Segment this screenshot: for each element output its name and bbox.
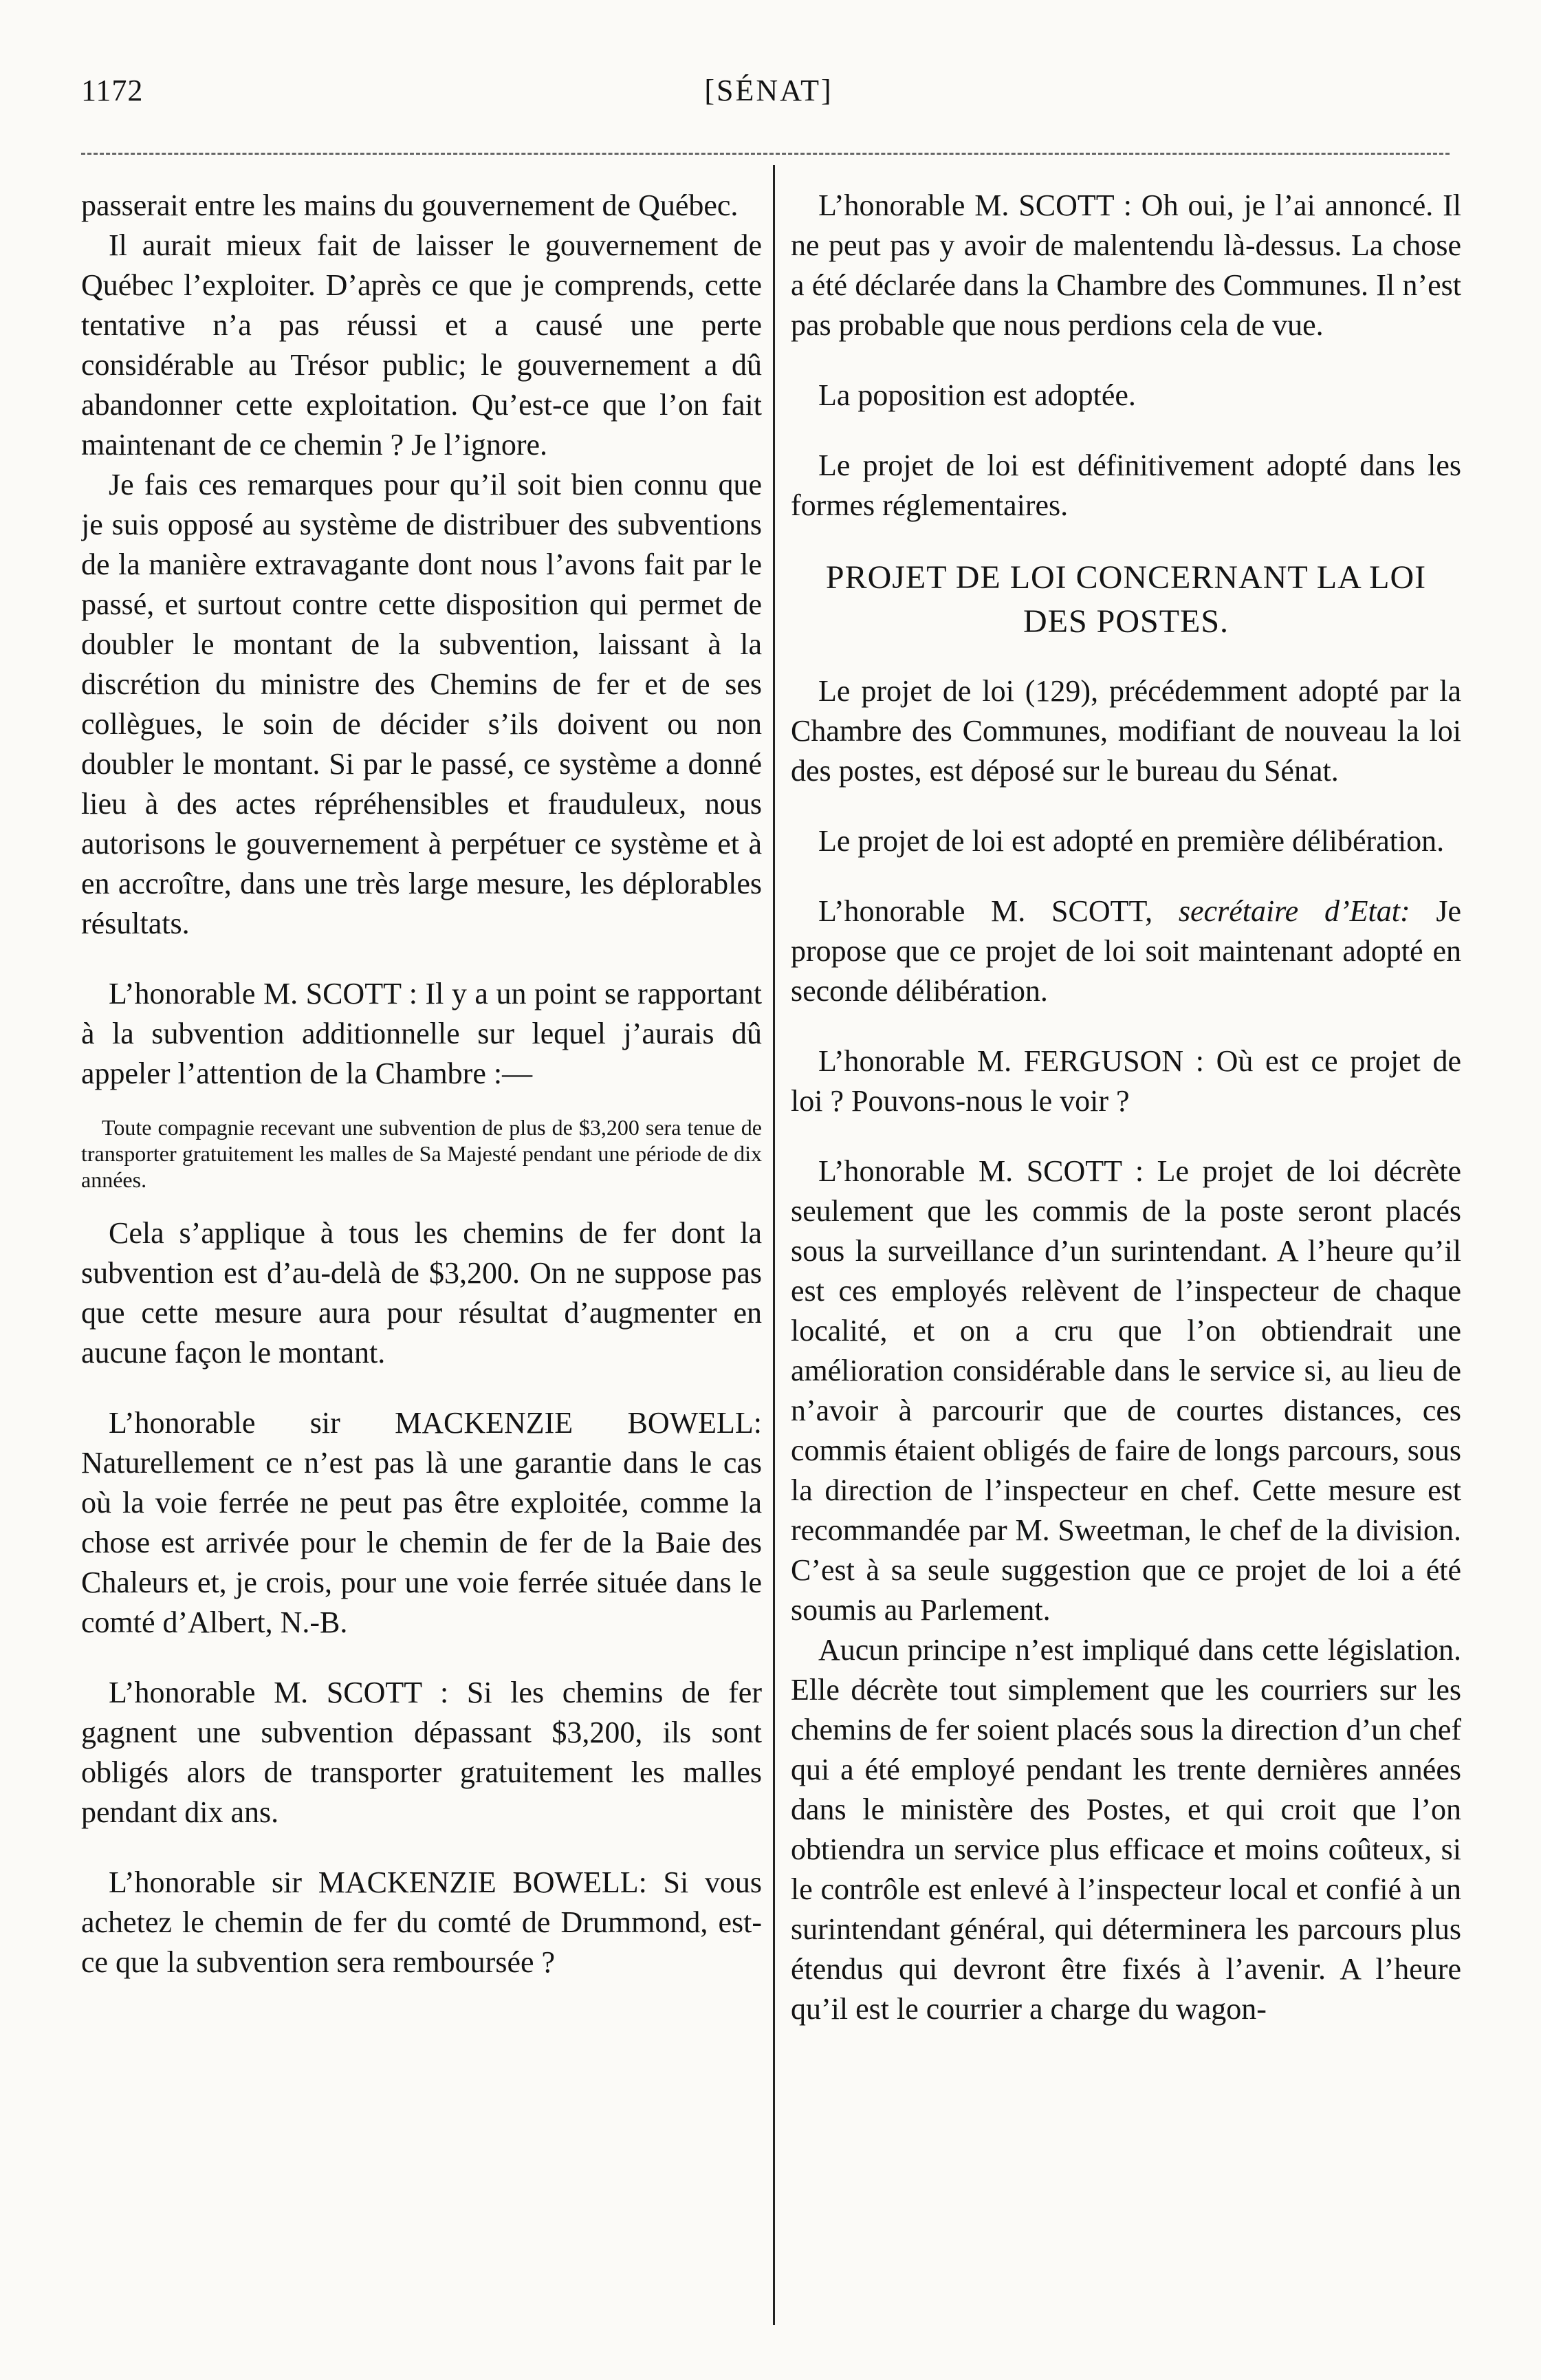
running-head: [SÉNAT] bbox=[704, 74, 833, 107]
column-divider bbox=[773, 165, 775, 2325]
paragraph: Cela s’applique à tous les chemins de fer dont la subvention est d’au-delà de $3,200. On ne suppose pas que cette mesure aura pour résultat d’augmenter en aucune façon le montant. bbox=[81, 1216, 762, 1370]
paragraph: Le projet de loi (129), précédemment adopté par la Chambre des Communes, modifiant de nouveau la loi des postes, est déposé sur le bureau du Sénat. bbox=[791, 674, 1461, 788]
motion-result: Le projet de loi est définitivement adopté dans les formes réglementaires. bbox=[791, 448, 1461, 522]
speech-paragraph: L’honorable M. FERGUSON : Où est ce projet de loi ? Pouvons-nous le voir ? bbox=[791, 1044, 1461, 1118]
speech-paragraph: L’honorable M. SCOTT : Oh oui, je l’ai annoncé. Il ne peut pas y avoir de malentendu là-dessus. La chose a été déclarée dans la Chambre des Communes. Il n’est pas probable que nous perdions cela de vue. bbox=[791, 188, 1461, 342]
page-number: 1172 bbox=[81, 74, 144, 107]
header-rule bbox=[81, 153, 1450, 155]
paragraph: Je fais ces remarques pour qu’il soit bien connu que je suis opposé au système de distribuer des subventions de la manière extravagante dont nous l’avons fait par le passé, et surtout contre cette disposition qui permet de doubler le montant de la subvention, laissant à la discrétion du ministre des Chemins de fer et de ses collègues, le soin de décider s’ils doivent ou non doubler le montant. Si par le passé, ce système a donné lieu à des actes répréhensibles et frauduleux, nous autorisons le gouvernement à perpétuer ce système et à en accroître, dans une très large mesure, les déplorables résultats. bbox=[81, 468, 762, 940]
right-column bbox=[791, 186, 1461, 2332]
speech-text: Je propose que ce projet de loi soit maintenant adopté en seconde délibération. bbox=[791, 894, 1461, 1008]
speech-paragraph bbox=[791, 891, 1461, 1011]
section-heading: PROJET DE LOI CONCERNANT LA LOI DES POSTES. bbox=[825, 559, 1427, 640]
speech-paragraph: L’honorable M. SCOTT : Le projet de loi décrète seulement que les commis de la poste seront placés sous la surveillance d’un surintendant. A l’heure qu’il est ces employés relèvent de l’inspecteur de chaque localité, et on a cru que l’on obtiendrait une amélioration considérable dans le service si, au lieu de n’avoir à parcourir que de courtes distances, ces commis étaient obligés de faire de longs parcours, sous la direction de l’inspecteur en chef. Cette mesure est recommandée par M. Sweetman, le chef de la division. C’est à sa seule suggestion que ce projet de loi a été soumis au Parlement. bbox=[791, 1154, 1461, 1627]
motion-result: Le projet de loi est adopté en première délibération. bbox=[818, 824, 1445, 858]
speaker-title: secrétaire d’Etat: bbox=[1178, 894, 1410, 928]
page-header bbox=[81, 73, 1456, 121]
speech-paragraph: L’honorable M. SCOTT : Si les chemins de fer gagnent une subvention dépassant $3,200, ils sont obligés alors de transporter gratuitement les malles pendant dix ans. bbox=[81, 1676, 762, 1829]
speech-paragraph: L’honorable sir MACKENZIE BOWELL: Si vous achetez le chemin de fer du comté de Drummond, est-ce que la subvention sera remboursée ? bbox=[81, 1865, 762, 1979]
left-column bbox=[81, 186, 762, 2332]
speech-paragraph: L’honorable M. SCOTT : Il y a un point se rapportant à la subvention additionnelle sur lequel j’aurais dû appeler l’attention de la Chambre :— bbox=[81, 977, 762, 1090]
motion-result: La poposition est adoptée. bbox=[818, 378, 1136, 412]
quoted-clause: Toute compagnie recevant une subvention de plus de $3,200 sera tenue de transporter gratuitement les malles de Sa Majesté pendant une période de dix années. bbox=[81, 1115, 762, 1192]
paragraph: Aucun principe n’est impliqué dans cette législation. Elle décrète tout simplement que les courriers sur les chemins de fer soient placés sous la direction d’un chef qui a été employé pendant les trente dernières années dans le ministère des Postes, et qui croit que l’on obtiendra un service plus efficace et moins coûteux, si le contrôle est enlevé à l’inspecteur local et confié à un surintendant général, qui déterminera les parcours plus étendus qui devront être fixés à l’avenir. A l’heure qu’il est le courrier a charge du wagon- bbox=[791, 1633, 1461, 2026]
speech-paragraph: L’honorable sir MACKENZIE BOWELL: Naturellement ce n’est pas là une garantie dans le cas où la voie ferrée ne peut pas être exploitée, comme la chose est arrivée pour le chemin de fer de la Baie des Chaleurs et, je crois, pour une voie ferrée située dans le comté d’Albert, N.-B. bbox=[81, 1406, 762, 1639]
speaker-name: L’honorable M. SCOTT, bbox=[818, 894, 1153, 928]
paragraph: passerait entre les mains du gouvernement de Québec. bbox=[81, 188, 739, 222]
paragraph: Il aurait mieux fait de laisser le gouvernement de Québec l’exploiter. D’après ce que je comprends, cette tentative n’a pas réussi et a causé une perte considérable au Trésor public; le gouvernement a dû abandonner cette exploitation. Qu’est-ce que l’on fait maintenant de ce chemin ? Je l’ignore. bbox=[81, 228, 762, 462]
